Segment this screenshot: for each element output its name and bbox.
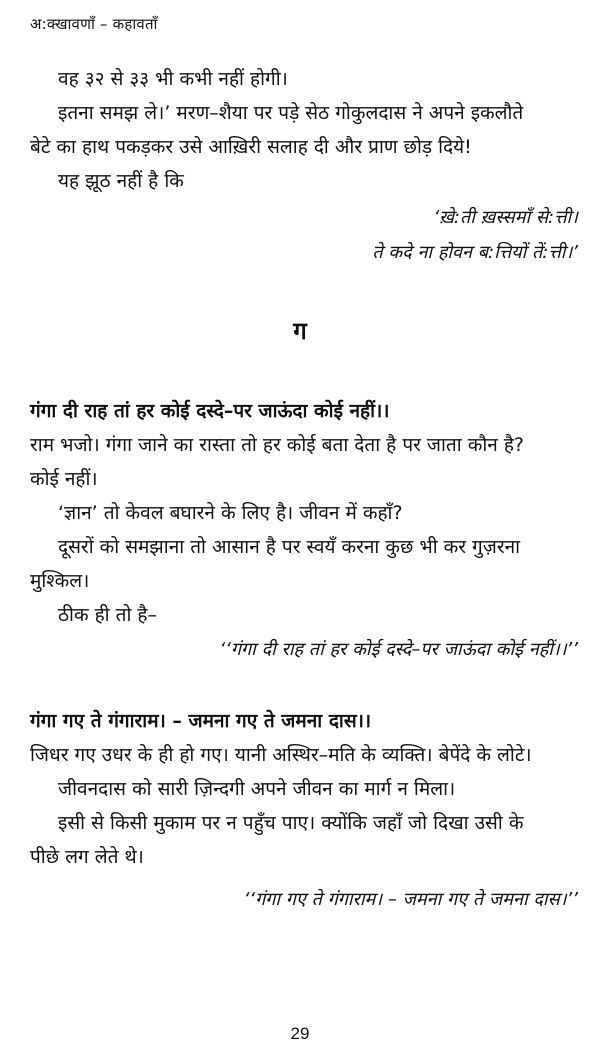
- text-line: मुश्किल।: [30, 570, 90, 592]
- proverb-heading: गंगा गए ते गंगाराम। – जमना गए ते जमना दास।।: [30, 710, 372, 732]
- text-line: जिधर गए उधर के ही हो गए। यानी अस्थिर–मति के व्यक्ति। बेपेंदे के लोटे।: [30, 744, 532, 766]
- verse-line: ‘ख़े:ती ख़स्समाँ से:त्ती।: [433, 207, 578, 228]
- verse-line: ‘‘गंगा दी राह तां हर कोई दस्दे–पर जाऊंदा कोई नहीं।।’’: [219, 639, 578, 660]
- text-line: ‘ज्ञान’ तो केवल बघारने के लिए है। जीवन में कहाँ?: [58, 502, 403, 524]
- verse-line: ते कदे ना होवन ब:त्तियों तें:त्ती।’: [372, 242, 578, 263]
- intro-verse: [30, 200, 578, 270]
- running-header: अ:क्खावणाँ – कहावताँ: [30, 15, 158, 33]
- page-number: 29: [290, 1024, 310, 1043]
- text-line: यह झूठ नहीं है कि: [58, 170, 184, 192]
- verse-line: ‘‘गंगा गए ते गंगाराम। – जमना गए ते जमना दास।’’: [243, 889, 578, 910]
- text-line: इसी से किसी मुकाम पर न पहुँच पाए। क्योंकि जहाँ जो दिखा उसी के: [58, 812, 524, 834]
- proverb-1: [30, 394, 578, 667]
- text-line: जीवनदास को सारी ज़िन्दगी अपने जीवन का मार्ग न मिला।: [58, 778, 456, 800]
- text-line: दूसरों को समझाना तो आसान है पर स्वयँ करना कुछ भी कर गुज़रना: [58, 536, 521, 558]
- text-line: बेटे का हाथ पकड़कर उसे आख़िरी सलाह दी और प्राण छोड़ दिये!: [30, 136, 472, 158]
- text-line: राम भजो। गंगा जाने का रास्ता तो हर कोई बता देता है पर जाता कौन है?: [30, 434, 524, 456]
- text-line: कोई नहीं।: [30, 468, 98, 490]
- text-line: इतना समझ ले।’ मरण–शैया पर पड़े सेठ गोकुलदास ने अपने इकलौते: [58, 102, 524, 124]
- section-letter: ग: [293, 317, 307, 345]
- proverb-2: [30, 704, 578, 917]
- text-line: ठीक ही तो है–: [58, 604, 158, 626]
- intro-paragraph: [30, 62, 578, 198]
- text-line: पीछे लग लेते थे।: [30, 846, 144, 868]
- proverb-heading: गंगा दी राह तां हर कोई दस्दे–पर जाऊंदा कोई नहीं।।: [30, 400, 390, 422]
- text-line: वह ३२ से ३३ भी कभी नहीं होगी।: [58, 68, 288, 90]
